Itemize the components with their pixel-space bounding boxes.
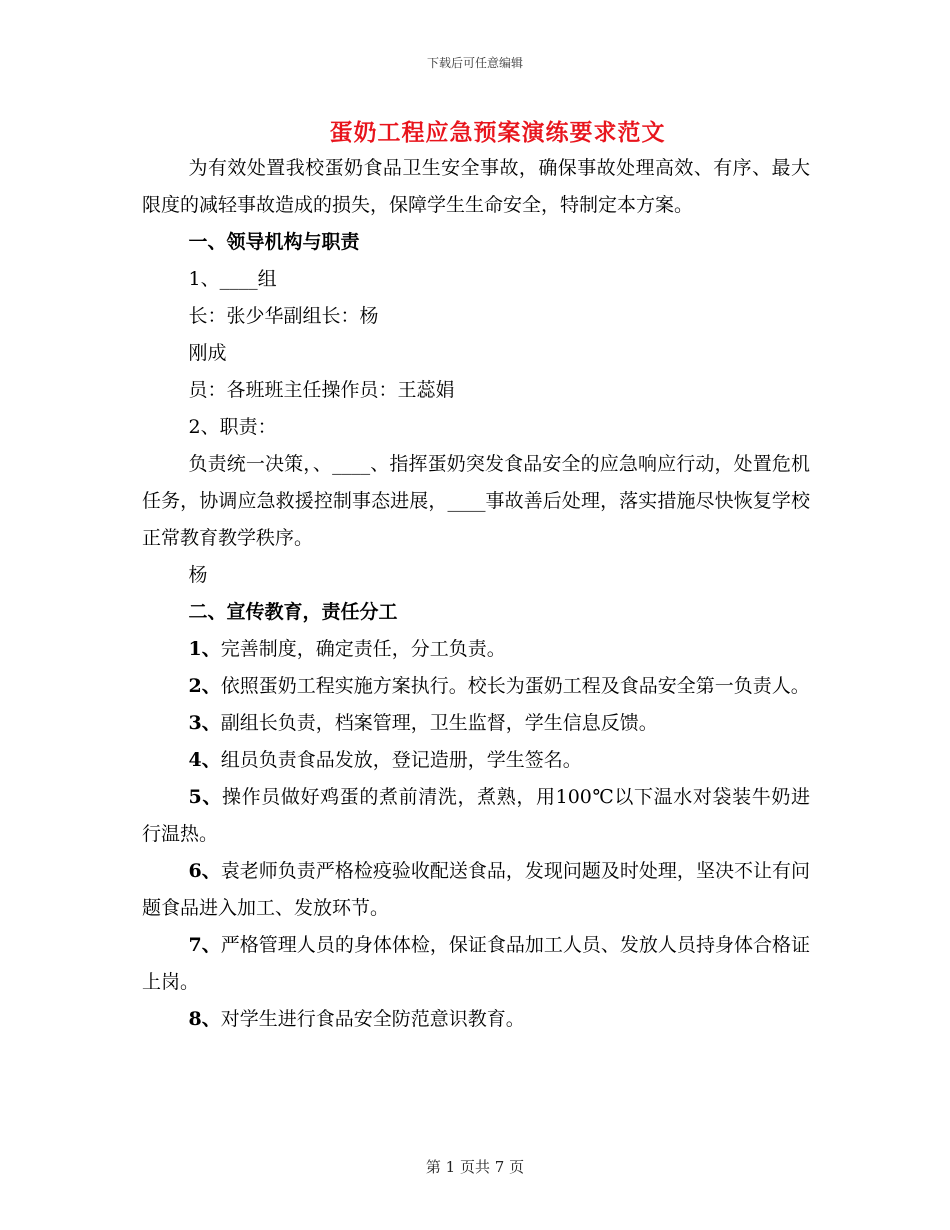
item-text: 对学生进行食品安全防范意识教育。 (220, 1008, 525, 1030)
list-item (142, 927, 810, 1001)
item-text: 严格管理人员的身体体检，保证食品加工人员、发放人员持身体合格证上岗。 (142, 934, 810, 993)
item-text: 依照蛋奶工程实施方案执行。校长为蛋奶工程及食品安全第一负责人。 (220, 675, 810, 697)
paragraph-duties: 负责统一决策，、____、指挥蛋奶突发食品安全的应急响应行动，处置危机任务，协调应急救援控制事态进展，____事故善后处理，落实措施尽快恢复学校正常教育教学秩序。 (142, 453, 810, 549)
list-item (142, 779, 810, 853)
item-number: 2、 (188, 675, 221, 697)
intro-paragraph: 为有效处置我校蛋奶食品卫生安全事故，确保事故处理高效、有序、最大限度的减轻事故造成的损失，保障学生生命安全，特制定本方案。 (142, 157, 810, 216)
item-number: 4、 (188, 749, 221, 771)
list-item (142, 742, 810, 779)
paragraph-leader: 长：张少华副组长：杨 (188, 305, 379, 327)
item-text: 袁老师负责严格检疫验收配送食品，发现问题及时处理，坚决不让有问题食品进入加工、发放环节。 (142, 860, 810, 919)
list-item (142, 705, 810, 742)
list-item (142, 853, 810, 927)
item-number: 6、 (188, 860, 221, 882)
item-text: 完善制度，确定责任，分工负责。 (220, 638, 506, 660)
paragraph-name: 刚成 (188, 342, 227, 364)
item-number: 8、 (188, 1008, 221, 1030)
list-item (142, 668, 810, 705)
header-note: 下载后可任意编辑 (426, 56, 523, 70)
item-number: 5、 (188, 786, 223, 808)
document-title: 蛋奶工程应急预案演练要求范文 (329, 119, 666, 146)
item-number: 1、 (188, 638, 221, 660)
section-heading-2: 二、宣传教育，责任分工 (188, 601, 398, 623)
paragraph-duties-label: 2、职责： (188, 416, 277, 438)
item-number: 7、 (188, 934, 221, 956)
paragraph-group: 1、____组 (188, 268, 277, 290)
list-item (142, 1001, 810, 1038)
item-text: 操作员做好鸡蛋的煮前清洗，煮熟，用100℃以下温水对袋装牛奶进行温热。 (142, 786, 810, 845)
section-heading-1: 一、领导机构与职责 (188, 231, 360, 253)
document-body (142, 150, 810, 1038)
item-number: 3、 (188, 712, 221, 734)
item-text: 组员负责食品发放，登记造册，学生签名。 (220, 749, 582, 771)
paragraph-members: 员：各班班主任操作员：王蕊娟 (188, 379, 455, 401)
page-footer: 第 1 页共 7 页 (425, 1158, 525, 1176)
list-item (142, 631, 810, 668)
paragraph-yang: 杨 (188, 564, 208, 586)
item-text: 副组长负责，档案管理，卫生监督，学生信息反馈。 (220, 712, 658, 734)
